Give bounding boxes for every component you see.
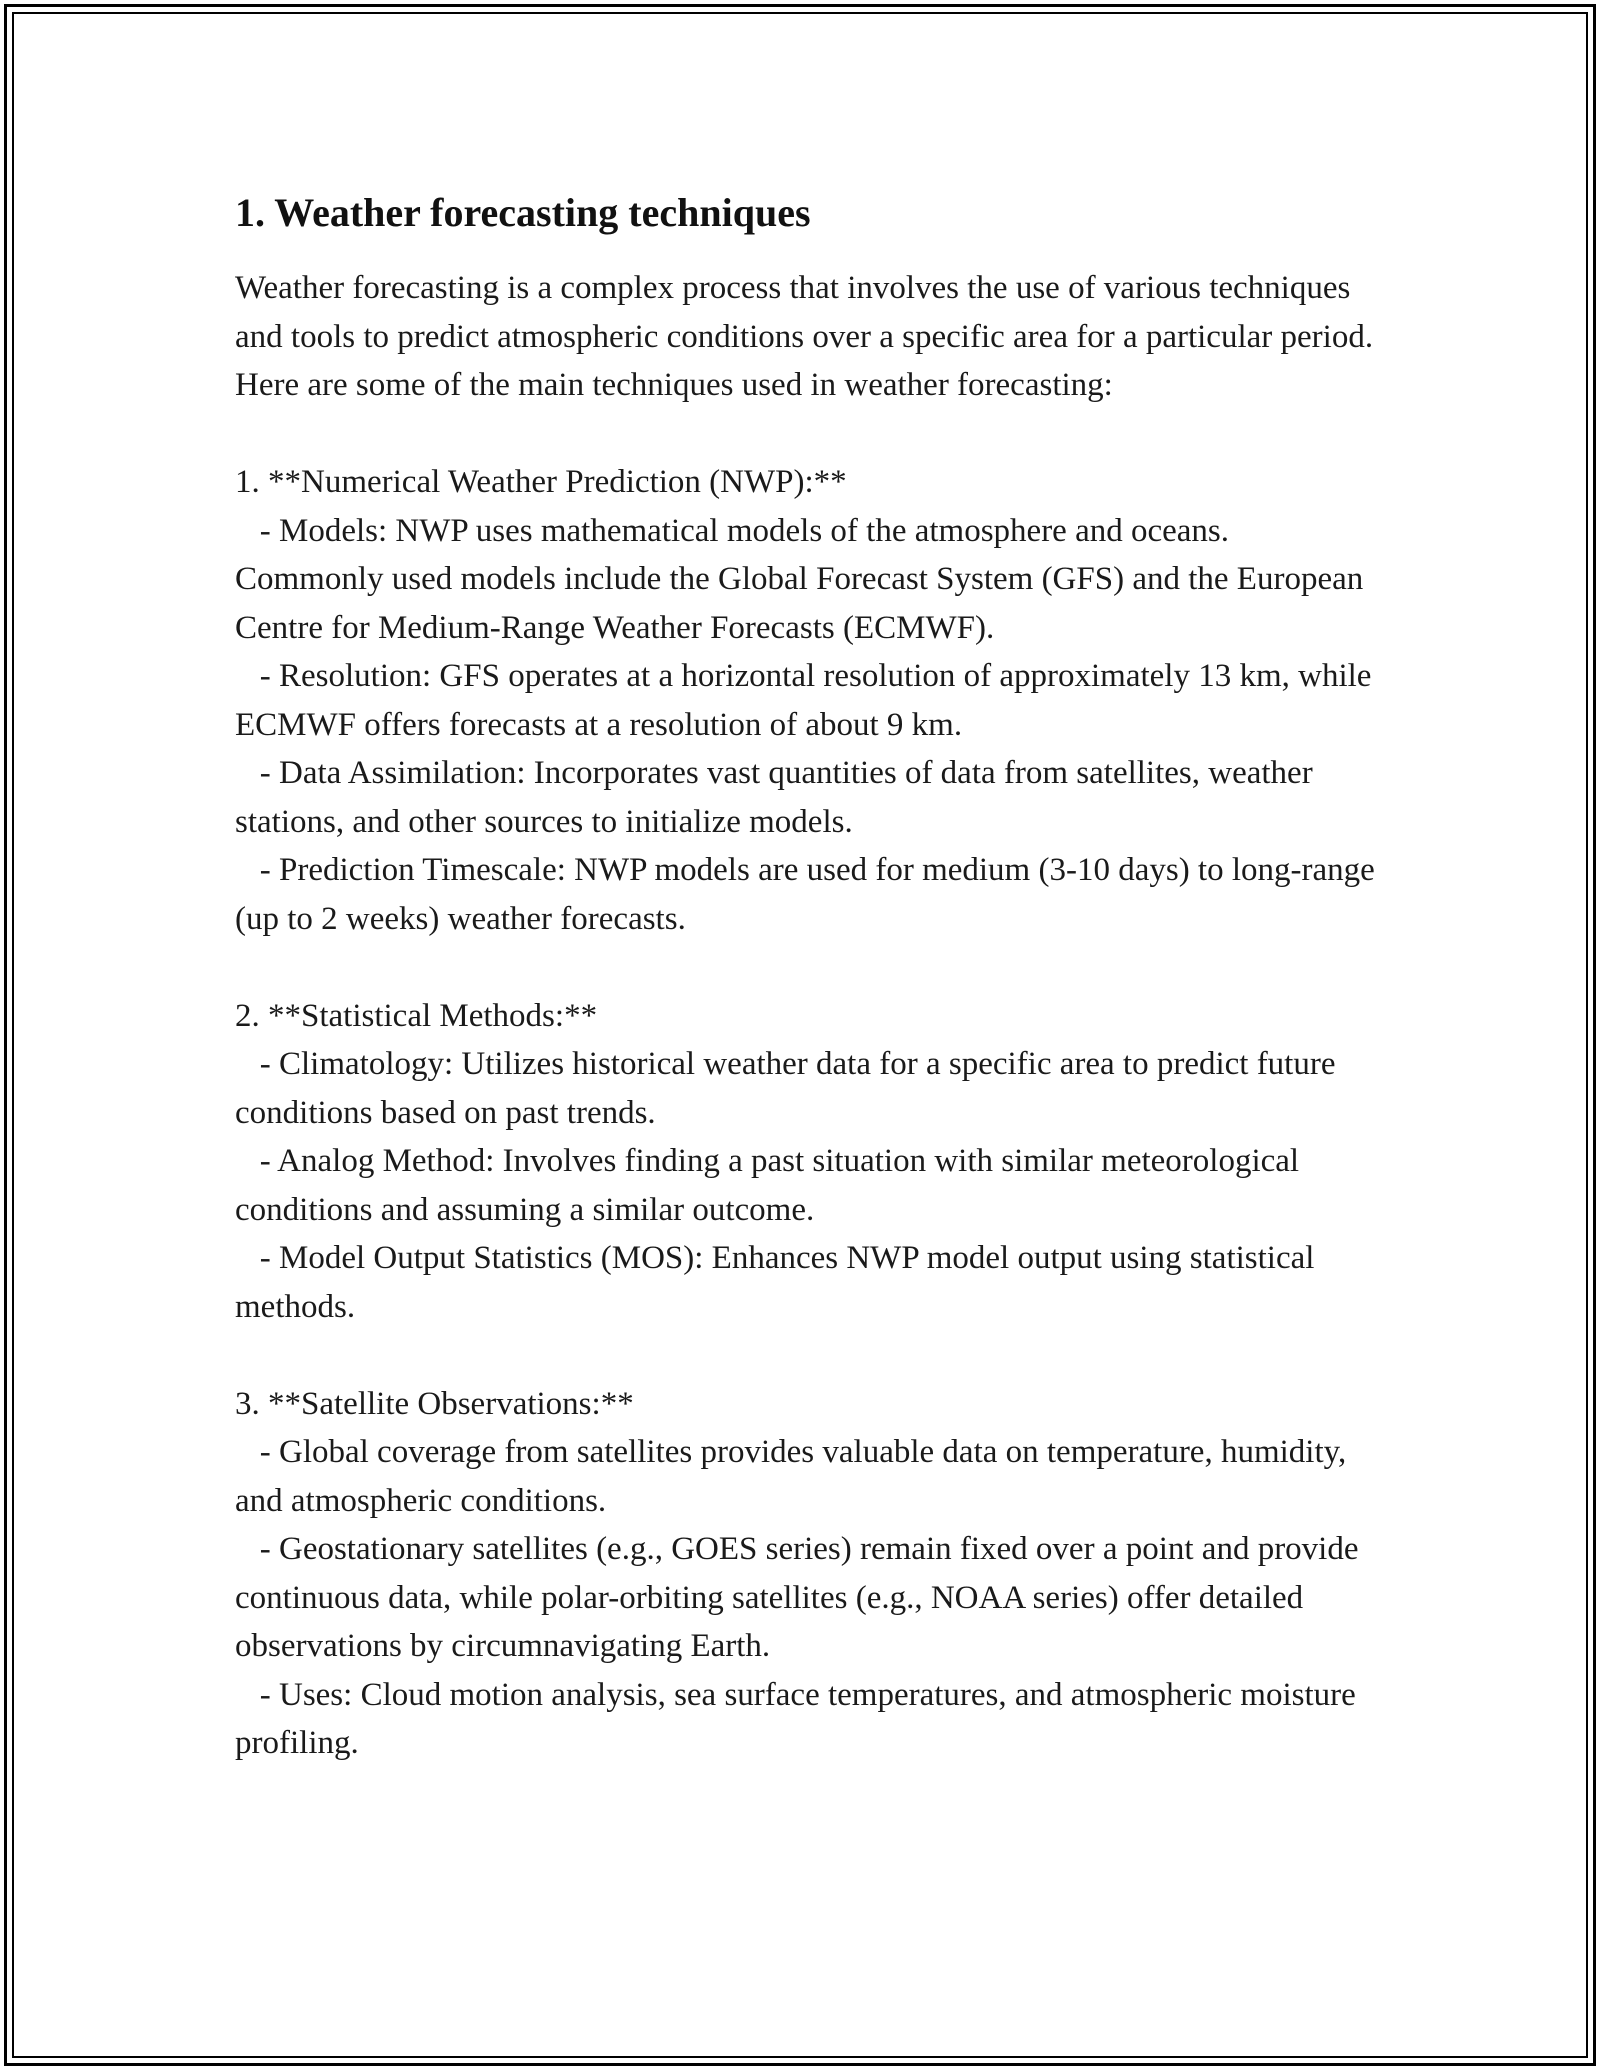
section-heading: 2. **Statistical Methods:** — [235, 997, 598, 1034]
intro-paragraph: Weather forecasting is a complex process that involves the use of various techniques and tools to predict atmospheric conditions over a specific area for a particular period. Here are some of the main techniques used in weather forecasting: — [235, 270, 1382, 403]
bullet-item: - Global coverage from satellites provides valuable data on temperature, humidity, and atmospheric conditions. — [235, 1434, 1355, 1519]
section-heading: 3. **Satellite Observations:** — [235, 1385, 634, 1422]
bullet-item: - Prediction Timescale: NWP models are used for medium (3-10 days) to long-range (up to 2 weeks) weather forecasts. — [235, 852, 1384, 937]
document-page — [235, 188, 1384, 1816]
section-statistical-methods — [235, 992, 1375, 1332]
bullet-item: - Geostationary satellites (e.g., GOES series) remain fixed over a point and provide continuous data, while polar-orbiting satellites (e.g., NOAA series) offer detailed observations by circumnavigating Earth. — [235, 1531, 1367, 1664]
bullet-item: - Climatology: Utilizes historical weather data for a specific area to predict future conditions based on past trends. — [235, 1046, 1344, 1131]
bullet-item: - Resolution: GFS operates at a horizontal resolution of approximately 13 km, while ECMWF offers forecasts at a resolution of about 9 km. — [235, 658, 1380, 743]
bullet-item: - Model Output Statistics (MOS): Enhances NWP model output using statistical methods. — [235, 1240, 1323, 1325]
section-satellite-observations — [235, 1380, 1375, 1768]
document-title: 1. Weather forecasting techniques — [235, 190, 811, 235]
section-heading: 1. **Numerical Weather Prediction (NWP):** — [235, 464, 847, 500]
bullet-item: - Data Assimilation: Incorporates vast quantities of data from satellites, weather stations, and other sources to initialize models. — [235, 755, 1321, 840]
bullet-item: - Analog Method: Involves finding a past situation with similar meteorological conditions and assuming a similar outcome. — [235, 1143, 1308, 1228]
bullet-item: - Models: NWP uses mathematical models of the atmosphere and oceans. Commonly used models include the Global Forecast System (GFS) and the European Centre for Medium-Range Weather Forecasts (ECMWF). — [235, 512, 1372, 646]
section-nwp — [235, 458, 1384, 943]
bullet-item: - Uses: Cloud motion analysis, sea surface temperatures, and atmospheric moisture profiling. — [235, 1676, 1365, 1761]
